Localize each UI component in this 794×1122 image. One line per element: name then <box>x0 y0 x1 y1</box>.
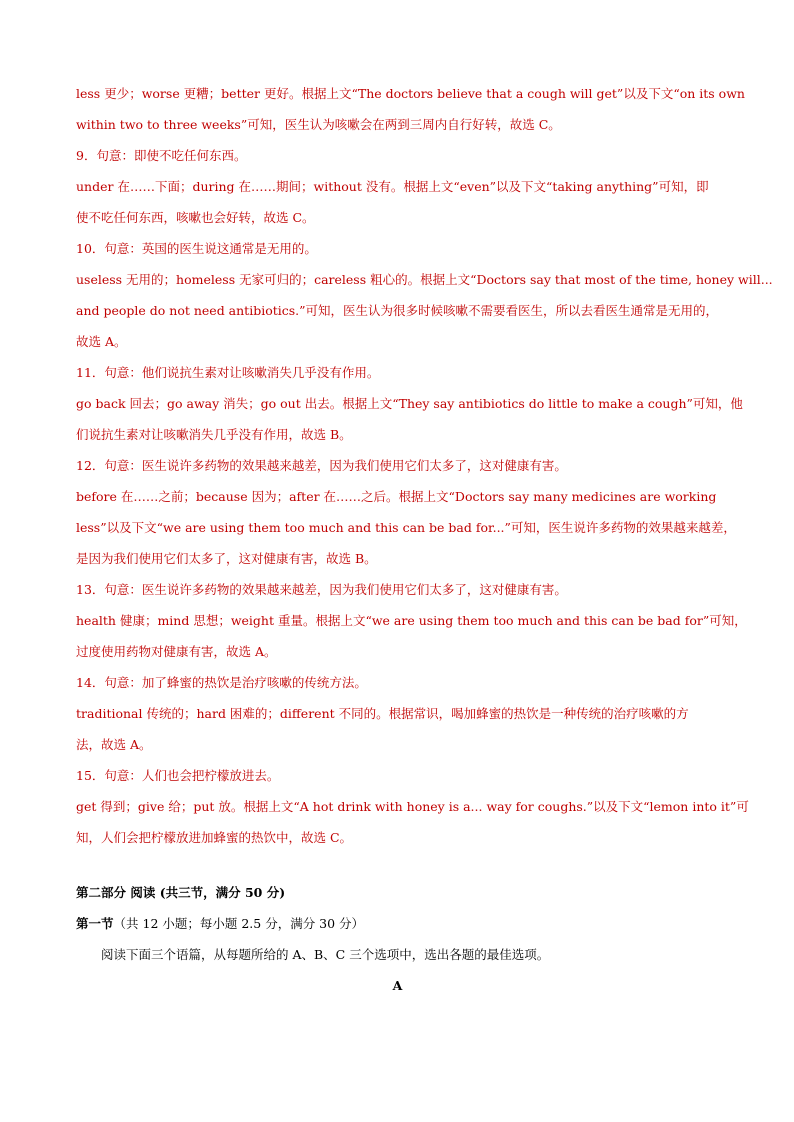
answer-line: before 在……之前；because 因为；after 在……之后。根据上文“Doctors say many medicines are working <box>76 489 717 504</box>
question-11-meaning: 11．句意：他们说抗生素对让咳嗽消失几乎没有作用。 <box>76 365 380 380</box>
answer-line: useless 无用的；homeless 无家可归的；careless 粗心的。根据上文“Doctors say that most of the time, honey will... <box>76 272 773 287</box>
answer-line: 是因为我们使用它们太多了，这对健康有害，故选 B。 <box>76 551 377 566</box>
answer-line: and people do not need antibiotics.”可知，医生认为很多时候咳嗽不需要看医生，所以去看医生通常是无用的， <box>76 303 719 318</box>
answer-line: within two to three weeks”可知，医生认为咳嗽会在两到三周内自行好转，故选 C。 <box>76 117 561 132</box>
section-subtitle-detail: （共 12 小题；每小题 2.5 分，满分 30 分） <box>113 916 365 931</box>
passage-label: A <box>392 978 403 993</box>
answer-line: 过度使用药物对健康有害，故选 A。 <box>76 644 277 659</box>
reading-instruction: 阅读下面三个语篇，从每题所给的 A、B、C 三个选项中，选出各题的最佳选项。 <box>101 947 550 962</box>
answer-line: 知，人们会把柠檬放进加蜂蜜的热饮中，故选 C。 <box>76 830 353 845</box>
answer-line: traditional 传统的；hard 困难的；different 不同的。根据常识，喝加蜂蜜的热饮是一种传统的治疗咳嗽的方 <box>76 706 689 721</box>
answer-explanations <box>76 78 773 853</box>
answer-line: 使不吃任何东西，咳嗽也会好转，故选 C。 <box>76 210 315 225</box>
answer-line: health 健康；mind 思想；weight 重量。根据上文“we are using them too much and this can be bad for”可知， <box>76 613 747 628</box>
answer-line: go back 回去；go away 消失；go out 出去。根据上文“They say antibiotics do little to make a cough”可知，他 <box>76 396 743 411</box>
answer-line: less 更少；worse 更糟；better 更好。根据上文“The doctors believe that a cough will get”以及下文“on its own <box>76 86 745 101</box>
question-10-meaning: 10．句意：英国的医生说这通常是无用的。 <box>76 241 317 256</box>
answer-line: 故选 A。 <box>76 334 127 349</box>
part-title: 第二部分 阅读 (共三节，满分 50 分) <box>76 885 286 900</box>
question-14-meaning: 14．句意：加了蜂蜜的热饮是治疗咳嗽的传统方法。 <box>76 675 367 690</box>
answer-line: get 得到；give 给；put 放。根据上文“A hot drink with honey is a... way for coughs.”以及下文“lemon into it”可 <box>76 799 749 814</box>
reading-section <box>76 877 719 1001</box>
section-subtitle-label: 第一节 <box>76 916 114 931</box>
question-13-meaning: 13．句意：医生说许多药物的效果越来越差，因为我们使用它们太多了，这对健康有害。 <box>76 582 567 597</box>
section-subtitle <box>76 908 719 939</box>
answer-line: less”以及下文“we are using them too much and this can be bad for...”可知，医生说许多药物的效果越来越差， <box>76 520 736 535</box>
question-15-meaning: 15．句意：人们也会把柠檬放进去。 <box>76 768 280 783</box>
answer-line: 们说抗生素对让咳嗽消失几乎没有作用，故选 B。 <box>76 427 352 442</box>
question-12-meaning: 12．句意：医生说许多药物的效果越来越差，因为我们使用它们太多了，这对健康有害。 <box>76 458 567 473</box>
section-spacer <box>76 853 719 877</box>
answer-line: under 在……下面；during 在……期间；without 没有。根据上文“even”以及下文“taking anything”可知，即 <box>76 179 709 194</box>
question-9-meaning: 9．句意：即使不吃任何东西。 <box>76 148 247 163</box>
answer-line: 法，故选 A。 <box>76 737 152 752</box>
